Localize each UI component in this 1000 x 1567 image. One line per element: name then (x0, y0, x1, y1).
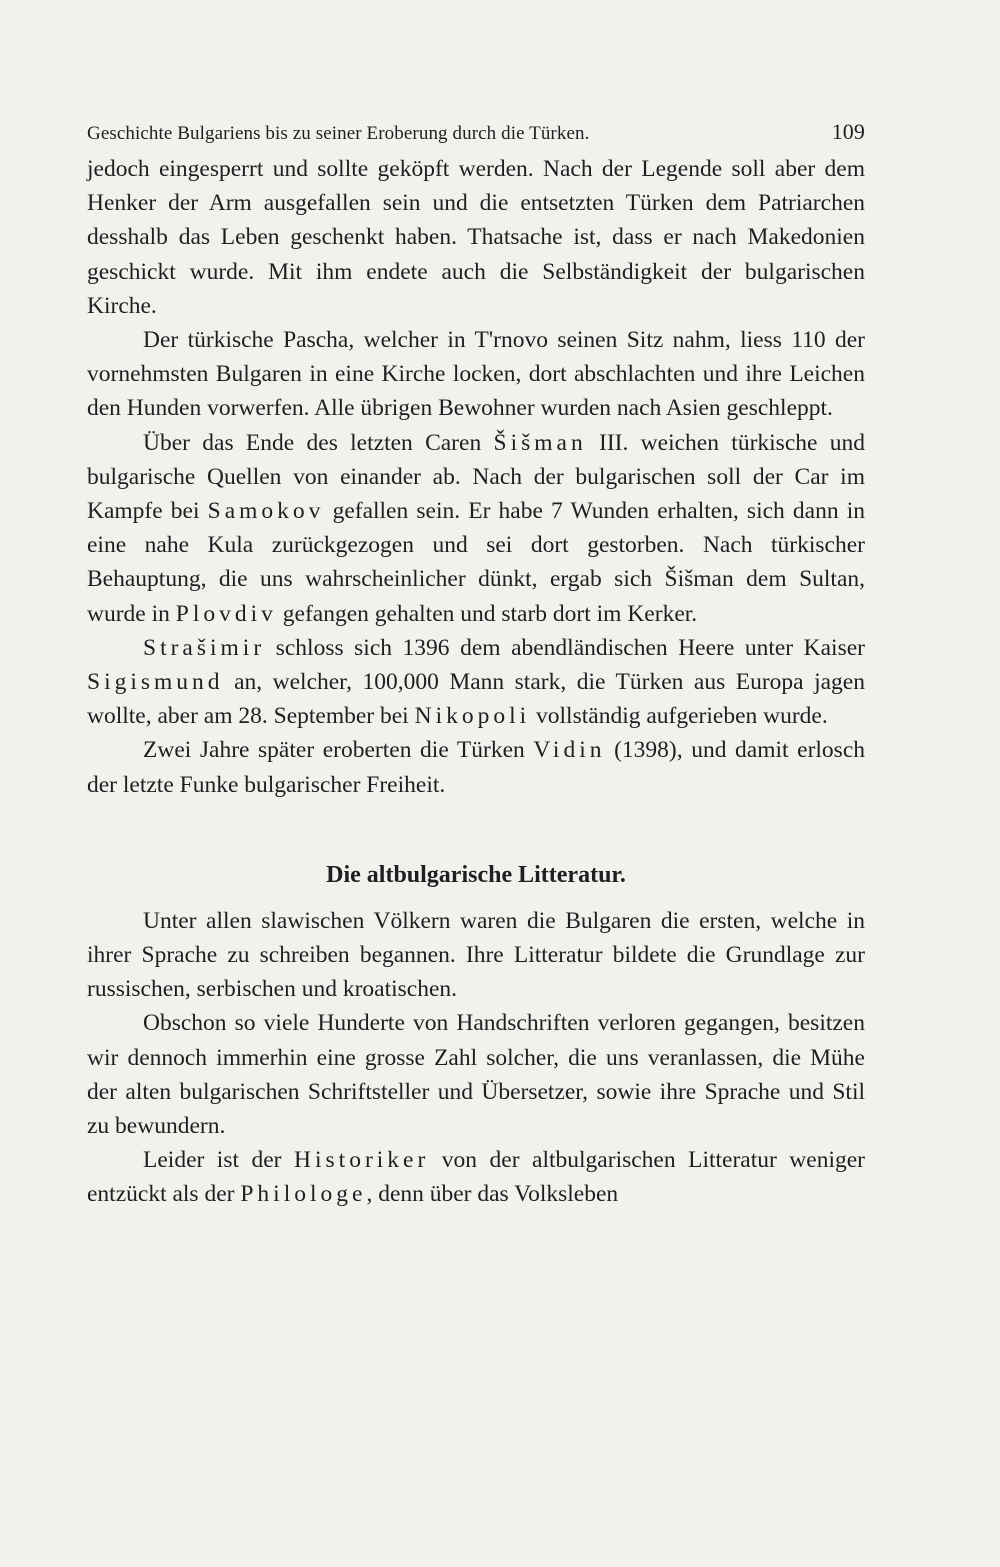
page-number: 109 (831, 119, 865, 144)
section-heading: Die altbulgarische Litteratur. (326, 861, 626, 888)
running-title: Geschichte Bulgariens bis zu seiner Eroberung durch die Türken. (87, 123, 590, 144)
text-run: gefallen sein. Er habe 7 Wunden erhalten, sich dann in eine nahe Kula zurückgezogen und sei dort gestorben. Nach türkischer Behauptung, die uns wahrscheinlicher dünkt, ergab sich Šišman dem Sultan, wurde in (87, 498, 865, 627)
text-run: an, welcher, 100,000 Mann stark, die Türken aus Europa jagen wollte, aber am 28. September bei (87, 669, 865, 730)
book-page (87, 112, 865, 1212)
spaced-name: Samokov (207, 498, 325, 525)
paragraph-1: jedoch eingesperrt und sollte geköpft werden. Nach der Legende soll aber dem Henker der Arm ausgefallen sein und die entsetzten Türken dem Patriarchen desshalb das Leben geschenkt haben. Thatsache ist, dass er nach Makedonien geschickt wurde. Mit ihm endete auch die Selbständigkeit der bulgarischen Kirche. (87, 156, 865, 319)
paragraph-5 (87, 733, 865, 801)
body-text (87, 152, 865, 1212)
spaced-name: Plovdiv (175, 600, 277, 627)
spaced-term: Philologe (240, 1181, 367, 1208)
text-run: Über das Ende des letzten Caren (143, 429, 494, 456)
text-run: , denn über das Volksleben (366, 1181, 619, 1208)
text-run: Zwei Jahre später eroberten die Türken (143, 737, 534, 764)
text-run: III. weichen türkische und bulgarische Quellen von einander ab. Nach der bulgarischen soll der Car im Kampfe bei (87, 429, 865, 525)
text-run: (1398), und damit erlosch der letzte Funke bulgarischer Freiheit. (87, 737, 865, 798)
paragraph-8 (87, 1143, 865, 1211)
paragraph-2: Der türkische Pascha, welcher in T'rnovo seinen Sitz nahm, liess 110 der vornehmsten Bulgaren in eine Kirche locken, dort abschlachten und ihre Leichen den Hunden vorwerfen. Alle übrigen Bewohner wurden nach Asien geschleppt. (87, 327, 865, 422)
paragraph-6: Unter allen slawischen Völkern waren die Bulgaren die ersten, welche in ihrer Sprache zu schreiben begannen. Ihre Litteratur bildete die Grundlage zur russischen, serbischen und kroatischen. (87, 907, 865, 1003)
text-run: Leider ist der (143, 1147, 295, 1174)
spaced-name: Vidin (533, 737, 606, 764)
paragraph-4 (87, 631, 865, 734)
text-run: von der altbulgarischen Litteratur weniger entzückt als der (87, 1147, 865, 1208)
text-run: vollständig aufgerieben wurde. (530, 703, 828, 730)
paragraph-3 (87, 426, 865, 631)
spaced-term: Historiker (294, 1147, 430, 1174)
spaced-name: Šišman (493, 429, 587, 456)
spaced-name: Nikopoli (414, 703, 531, 730)
text-run: gefangen gehalten und starb dort im Kerker. (276, 600, 698, 627)
running-header (87, 112, 865, 152)
paragraph-7: Obschon so viele Hunderte von Handschriften verloren gegangen, besitzen wir dennoch immerhin eine grosse Zahl solcher, die uns veranlassen, die Mühe der alten bulgarischen Schriftsteller und Übersetzer, sowie ihre Sprache und Stil zu bewundern. (87, 1010, 865, 1140)
spaced-name: Sigismund (87, 669, 224, 696)
text-run: schloss sich 1396 dem abendländischen Heere unter Kaiser (265, 634, 865, 661)
spaced-name: Strašimir (143, 634, 266, 661)
